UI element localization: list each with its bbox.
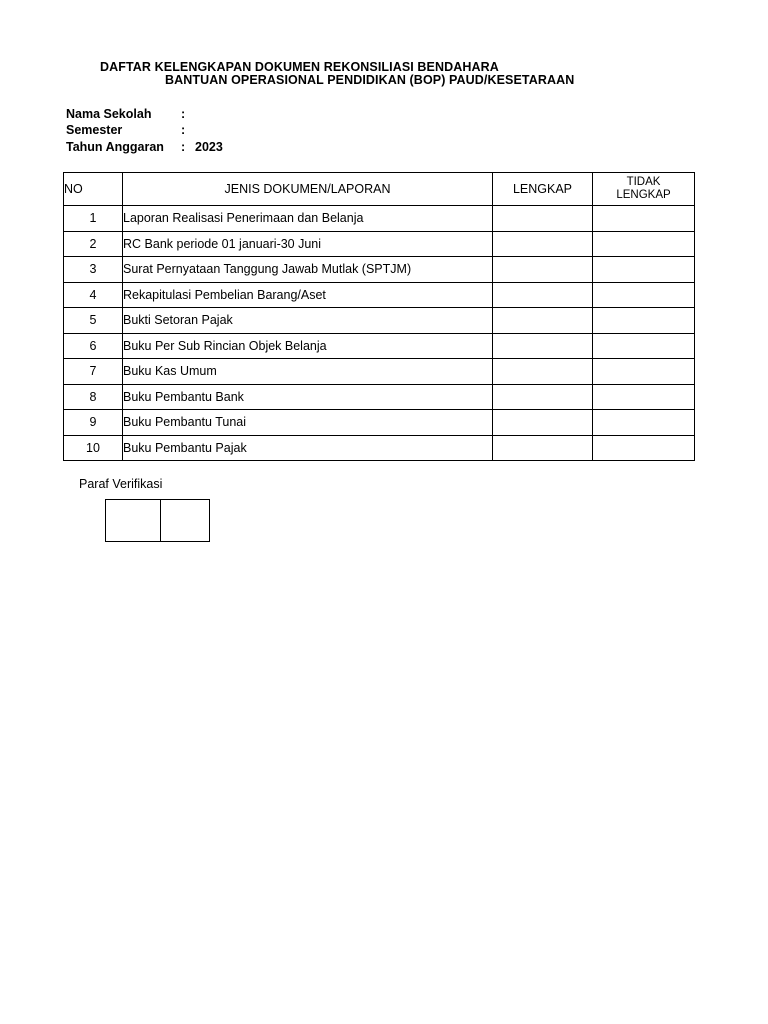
verification-label: Paraf Verifikasi xyxy=(79,477,163,491)
info-semester-row xyxy=(66,123,195,137)
row-document-name: Rekapitulasi Pembelian Barang/Aset xyxy=(123,282,493,308)
table-row xyxy=(64,231,695,257)
school-separator: : xyxy=(181,107,186,121)
row-number: 4 xyxy=(64,282,123,308)
semester-label: Semester xyxy=(66,123,123,137)
table-row xyxy=(64,257,695,283)
row-lengkap-cell[interactable] xyxy=(493,231,593,257)
row-lengkap-cell[interactable] xyxy=(493,257,593,283)
row-tidak-lengkap-cell[interactable] xyxy=(593,359,695,385)
budget-year-value: 2023 xyxy=(195,140,223,154)
row-number: 1 xyxy=(64,206,123,232)
row-tidak-lengkap-cell[interactable] xyxy=(593,333,695,359)
header-no: NO xyxy=(64,173,123,206)
table-row xyxy=(64,206,695,232)
header-jenis: JENIS DOKUMEN/LAPORAN xyxy=(123,173,493,206)
school-label: Nama Sekolah xyxy=(66,107,152,121)
table-row xyxy=(64,435,695,461)
row-number: 6 xyxy=(64,333,123,359)
row-lengkap-cell[interactable] xyxy=(493,384,593,410)
info-school-row xyxy=(66,107,195,121)
row-tidak-lengkap-cell[interactable] xyxy=(593,282,695,308)
row-document-name: Laporan Realisasi Penerimaan dan Belanja xyxy=(123,206,493,232)
document-checklist-table xyxy=(63,172,695,461)
row-document-name: Bukti Setoran Pajak xyxy=(123,308,493,334)
header-lengkap: LENGKAP xyxy=(493,173,593,206)
row-tidak-lengkap-cell[interactable] xyxy=(593,206,695,232)
row-lengkap-cell[interactable] xyxy=(493,333,593,359)
row-document-name: Surat Pernyataan Tanggung Jawab Mutlak (SPTJM) xyxy=(123,257,493,283)
row-tidak-lengkap-cell[interactable] xyxy=(593,308,695,334)
row-number: 5 xyxy=(64,308,123,334)
row-tidak-lengkap-cell[interactable] xyxy=(593,231,695,257)
budget-year-separator: : xyxy=(181,140,186,154)
row-lengkap-cell[interactable] xyxy=(493,410,593,436)
row-lengkap-cell[interactable] xyxy=(493,282,593,308)
row-document-name: Buku Per Sub Rincian Objek Belanja xyxy=(123,333,493,359)
row-document-name: Buku Pembantu Tunai xyxy=(123,410,493,436)
table-header-row xyxy=(64,173,695,206)
table-row xyxy=(64,333,695,359)
header-tidak-line2: LENGKAP xyxy=(616,189,671,201)
document-title-line-2: BANTUAN OPERASIONAL PENDIDIKAN (BOP) PAUD/KESETARAAN xyxy=(165,73,575,87)
verification-signature-box[interactable] xyxy=(105,499,210,542)
row-tidak-lengkap-cell[interactable] xyxy=(593,410,695,436)
row-lengkap-cell[interactable] xyxy=(493,435,593,461)
info-budget-year-row xyxy=(66,140,223,154)
row-document-name: Buku Pembantu Pajak xyxy=(123,435,493,461)
row-number: 8 xyxy=(64,384,123,410)
row-document-name: Buku Kas Umum xyxy=(123,359,493,385)
table-row xyxy=(64,359,695,385)
budget-year-label: Tahun Anggaran xyxy=(66,140,164,154)
row-tidak-lengkap-cell[interactable] xyxy=(593,384,695,410)
row-lengkap-cell[interactable] xyxy=(493,308,593,334)
row-document-name: RC Bank periode 01 januari-30 Juni xyxy=(123,231,493,257)
row-number: 10 xyxy=(64,435,123,461)
row-tidak-lengkap-cell[interactable] xyxy=(593,257,695,283)
document-title-line-1: DAFTAR KELENGKAPAN DOKUMEN REKONSILIASI BENDAHARA xyxy=(100,60,499,74)
row-lengkap-cell[interactable] xyxy=(493,206,593,232)
row-number: 9 xyxy=(64,410,123,436)
row-number: 7 xyxy=(64,359,123,385)
header-tidak-lengkap xyxy=(593,173,695,206)
row-lengkap-cell[interactable] xyxy=(493,359,593,385)
row-number: 3 xyxy=(64,257,123,283)
verification-box-divider xyxy=(160,500,161,541)
table-row xyxy=(64,384,695,410)
table-row xyxy=(64,410,695,436)
row-number: 2 xyxy=(64,231,123,257)
header-tidak-line1: TIDAK xyxy=(626,176,661,188)
semester-separator: : xyxy=(181,123,186,137)
row-tidak-lengkap-cell[interactable] xyxy=(593,435,695,461)
row-document-name: Buku Pembantu Bank xyxy=(123,384,493,410)
table-row xyxy=(64,282,695,308)
table-row xyxy=(64,308,695,334)
